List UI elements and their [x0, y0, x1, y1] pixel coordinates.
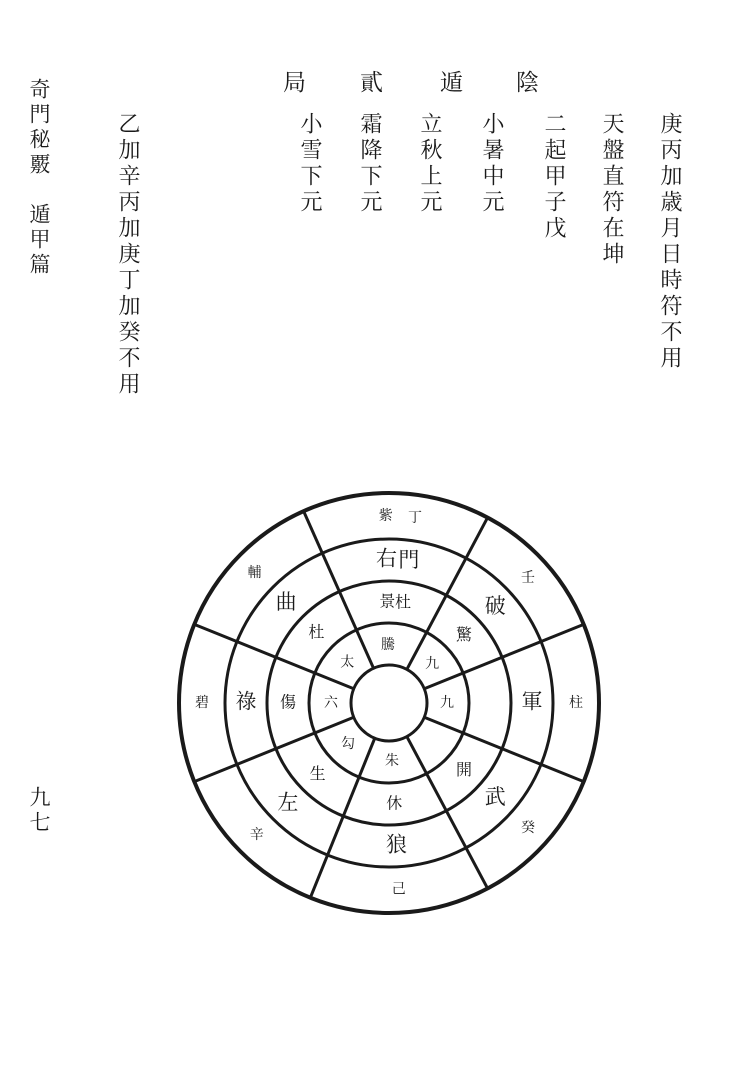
- side-title: 奇門秘覈 遁甲篇: [27, 78, 51, 278]
- text-column: 天盤直符在坤: [599, 112, 624, 268]
- text-column: 立秋上元: [417, 112, 442, 216]
- outer-label: 辛: [249, 827, 264, 844]
- door-label: 生: [309, 763, 326, 783]
- deity-label: 九: [425, 656, 440, 673]
- door-label: 開: [456, 760, 473, 780]
- star-label: 左: [277, 790, 299, 815]
- deity-label: 太: [340, 654, 355, 671]
- heading-char: 遁: [440, 70, 463, 96]
- text-column: 庚丙加歳月日時符不用: [657, 112, 682, 372]
- star-label: 軍: [521, 689, 543, 714]
- star-label: 破: [484, 593, 506, 618]
- outer-label: 癸: [520, 820, 535, 837]
- heading-char: 貳: [360, 70, 383, 96]
- deity-label: 朱: [385, 752, 400, 769]
- page-number: 九七: [27, 786, 51, 836]
- door-label: 驚: [456, 624, 473, 644]
- door-label: 休: [386, 793, 403, 813]
- sector-divider: [424, 717, 583, 781]
- outer-label: 紫: [378, 508, 393, 525]
- heading-char: 局: [283, 70, 306, 96]
- note-column: 乙加辛丙加庚丁加癸不用: [115, 112, 140, 398]
- star-label: 門: [398, 547, 420, 572]
- star-label: 右: [376, 546, 398, 571]
- sector-labels: [195, 507, 583, 898]
- deity-label: 勾: [340, 736, 355, 753]
- door-label: 杜: [308, 622, 325, 642]
- star-label: 狼: [385, 832, 407, 857]
- sector-divider: [304, 511, 374, 668]
- sector-divider: [310, 738, 374, 897]
- text-column: 小暑中元: [479, 112, 504, 216]
- door-label: 傷: [279, 692, 297, 712]
- sector-divider: [194, 624, 353, 688]
- outer-label: 己: [391, 881, 406, 898]
- door-label: 景: [379, 591, 396, 611]
- sector-divider: [194, 717, 353, 781]
- outer-label: 碧: [195, 695, 209, 711]
- outer-label: 柱: [569, 695, 583, 711]
- deity-label: 六: [324, 695, 338, 711]
- outer-label: 壬: [520, 569, 535, 586]
- heading-char: 陰: [516, 70, 539, 96]
- text-column: 小雪下元: [297, 112, 322, 216]
- text-column: 二起甲子戊: [541, 112, 566, 242]
- ring-2: [225, 539, 553, 867]
- star-label: 祿: [235, 689, 257, 714]
- outer-label: 輔: [247, 565, 262, 582]
- door-label: 杜: [395, 592, 412, 612]
- deity-label: 騰: [380, 637, 395, 654]
- deity-label: 九: [440, 695, 454, 711]
- sector-divider: [424, 624, 583, 688]
- ring-3: [267, 581, 511, 825]
- text-column: 霜降下元: [357, 112, 382, 216]
- outer-label: 丁: [408, 509, 423, 526]
- star-label: 曲: [275, 590, 297, 615]
- star-label: 武: [484, 785, 506, 810]
- center-circle: [351, 665, 427, 741]
